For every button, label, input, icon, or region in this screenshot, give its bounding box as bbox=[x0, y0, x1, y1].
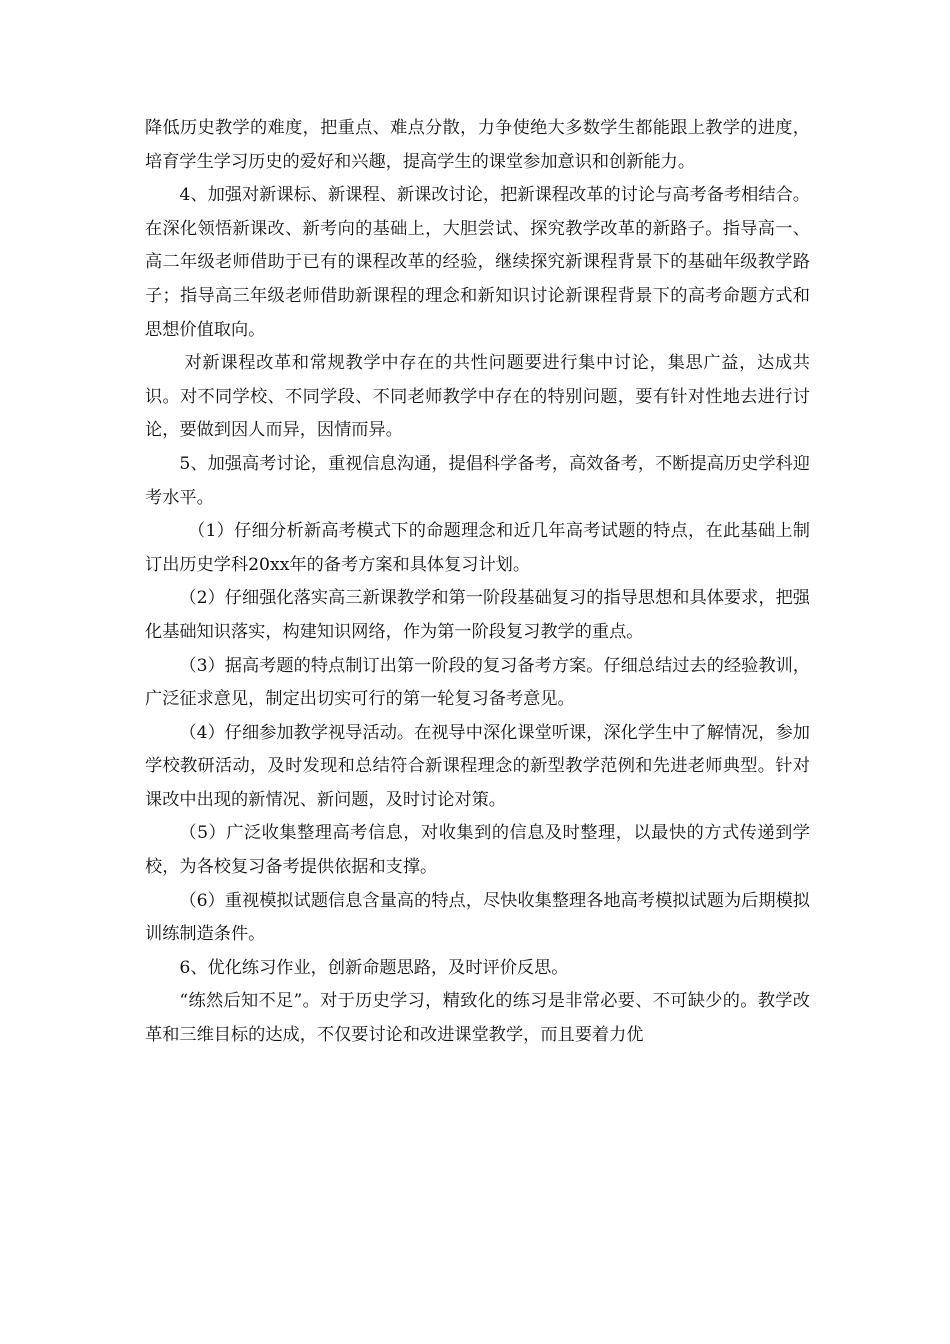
paragraph-sub-4: （4）仔细参加教学视导活动。在视导中深化课堂听课，深化学生中了解情况，参加学校教研活动，及时发现和总结符合新课程理念的新型教学范例和先进老师典型。针对课改中出现的新情况、新问题，及时讨论对策。 bbox=[145, 722, 810, 810]
document-body bbox=[145, 112, 810, 1053]
paragraph-item-5: 5、加强高考讨论，重视信息沟通，提倡科学备考，高效备考，不断提高历史学科迎考水平。 bbox=[145, 453, 810, 508]
paragraph-common-issues: 对新课程改革和常规教学中存在的共性问题要进行集中讨论，集思广益，达成共识。对不同学校、不同学段、不同老师教学中存在的特别问题，要有针对性地去进行讨论，要做到因人而异，因情而异。 bbox=[145, 353, 810, 441]
paragraph-sub-6: （6）重视模拟试题信息含量高的特点，尽快收集整理各地高考模拟试题为后期模拟训练制造条件。 bbox=[145, 890, 810, 945]
paragraph-item-4: 4、加强对新课标、新课程、新课改讨论，把新课程改革的讨论与高考备考相结合。在深化领悟新课改、新考向的基础上，大胆尝试、探究教学改革的新路子。指导高一、高二年级老师借助于已有的课程改革的经验，继续探究新课程背景下的基础年级教学路子；指导高三年级老师借助新课程的理念和新知识讨论新课程背景下的高考命题方式和思想价值取向。 bbox=[145, 185, 810, 340]
paragraph-sub-5: （5）广泛收集整理高考信息，对收集到的信息及时整理，以最快的方式传递到学校，为各校复习备考提供依据和支撑。 bbox=[145, 823, 810, 878]
paragraph-sub-3: （3）据高考题的特点制订出第一阶段的复习备考方案。仔细总结过去的经验教训，广泛征求意见，制定出切实可行的第一轮复习备考意见。 bbox=[145, 655, 810, 710]
paragraph-item-6: 6、优化练习作业，创新命题思路，及时评价反思。 bbox=[179, 957, 569, 978]
paragraph-practice: “练然后知不足”。对于历史学习，精致化的练习是非常必要、不可缺少的。教学改革和三维目标的达成，不仅要讨论和改进课堂教学，而且要着力优 bbox=[145, 991, 810, 1046]
paragraph-continuation: 降低历史教学的难度，把重点、难点分散，力争使绝大多数学生都能跟上教学的进度，培育学生学习历史的爱好和兴趣，提高学生的课堂参加意识和创新能力。 bbox=[145, 118, 810, 172]
paragraph-sub-2: （2）仔细强化落实高三新课教学和第一阶段基础复习的指导思想和具体要求，把强化基础知识落实，构建知识网络，作为第一阶段复习教学的重点。 bbox=[145, 588, 810, 642]
paragraph-sub-1: （1）仔细分析新高考模式下的命题理念和近几年高考试题的特点，在此基础上制订出历史学科20xx年的备考方案和具体复习计划。 bbox=[145, 521, 810, 575]
